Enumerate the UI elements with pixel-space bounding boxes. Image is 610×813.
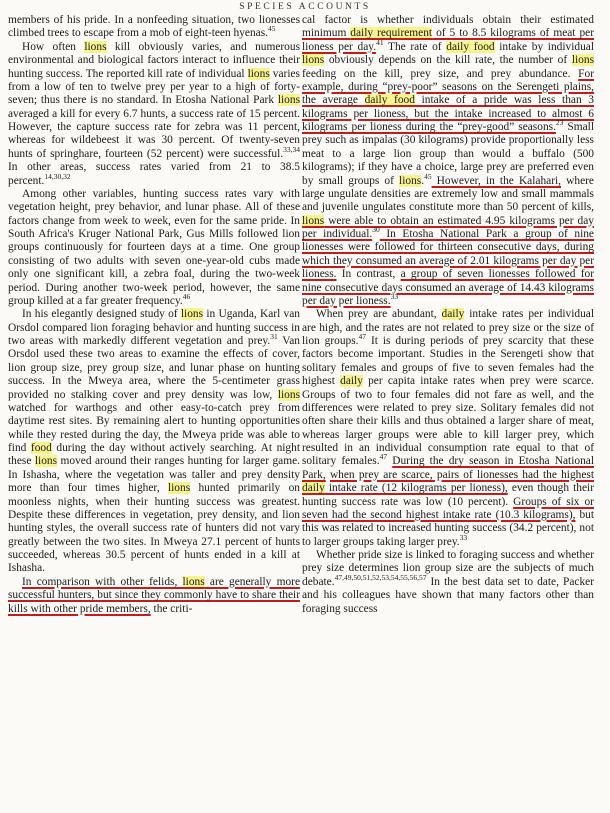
footnote-reference: 46 — [182, 292, 191, 302]
running-header: SPECIES ACCOUNTS — [239, 2, 371, 12]
footnote-reference: 23 — [555, 118, 564, 128]
highlighted-term: daily — [441, 308, 465, 321]
underlined-passage: when prey are scarce, pairs of lionesses had the highest — [329, 468, 594, 481]
footnote-reference: 47,49,50,51,52,53,54,55,56,57 — [334, 572, 427, 582]
text-segment: Van Orsdol used these two areas to examine the effects of cover, lion group size, prey group size, and lunar phase on hunting success. In the Mweya area, where the 5-centimeter grass provided no stalking cover and prey density was low, — [8, 335, 301, 401]
text-segment: In contrast, — [336, 268, 401, 281]
paragraph — [8, 14, 300, 41]
text-segment: where large ungulate densities are extremely low and small mammals and juvenile ungulates constitute more than 50 percent of kills, — [302, 174, 594, 214]
text-segment: How often — [22, 40, 85, 53]
text-segment: the criti- — [150, 602, 193, 615]
footnote-reference: 47 — [358, 332, 367, 342]
text-segment: moved around their ranges hunting for larger game. In Ishasha, where the vegetation was taller and prey density more than four times higher, — [8, 455, 301, 495]
underlined-passage: For example, during “prey-poor” seasons on the Serengeti plains, the average — [302, 67, 594, 107]
footnote-reference: 30 — [372, 225, 380, 235]
highlighted-term: lions — [399, 174, 422, 187]
footnote-reference: 45 — [268, 24, 276, 34]
highlighted-term: food — [30, 442, 52, 454]
highlighted-term: daily requirement — [350, 27, 433, 40]
text-segment: but this was related to increased hunting success (34.2 percent), not to larger groups taking larger prey. — [302, 508, 595, 548]
highlighted-term: daily food — [446, 40, 495, 53]
text-segment: per capita intake rates when prey were scarce. Groups of two to four females did not fare as well, and the differences were related to prey size. Solitary females did not often share their kills and thus obtained a larger share of meat, whereas larger groups were able to kill larger prey, which resulted in an individual consumption rate equal to that of solitary females. — [302, 375, 594, 468]
left-column — [8, 14, 300, 616]
text-segment: members of his pride. In a nonfeeding situation, two lionesses climbed trees to escape from a mob of eight-teen hyenas. — [8, 14, 300, 40]
underlined-passage: of 5 to 8.5 kilograms of meat per lioness per day. — [302, 27, 594, 53]
footnote-reference: 33 — [459, 532, 468, 542]
footnote-reference: 33,34 — [283, 144, 300, 154]
underlined-passage: intake rate (12 kilograms per lioness), — [324, 482, 508, 495]
highlighted-term: daily — [302, 482, 325, 495]
text-segment: Among other variables, hunting success rates vary with vegetation height, prey behavior, and lunar phase. All of these factors change from week to week, even for the same pride. In South Africa's Kruger National Park, Gus Mills followed lion groups continuously for fourteen days at a time. One group consisting of two adults with seven one-year-old cubs made only one significant kill, a zebra foal, during the two-week period. During another two-week period, however, the same group killed at a far greater frequency. — [8, 187, 300, 307]
highlighted-term: lions — [182, 575, 205, 588]
footnote-reference: 41 — [376, 37, 384, 47]
highlighted-term: lions — [167, 482, 191, 495]
text-segment: Small prey such as impalas (30 kilograms) provide proportionally less meat to a large lion group than would a buffalo (500 kilograms); if they have a choice, large prey are preferred even by small groups of — [302, 121, 594, 187]
highlighted-term: lions — [302, 214, 325, 227]
highlighted-term: lions — [180, 308, 204, 321]
footnote-reference: 47 — [379, 452, 388, 462]
text-segment: hunted primarily on moonless nights, when their hunting success was greatest. Despite these differences in vegetation, prey density, and lion hunting styles, the overall success rate of hunters did not vary greatly between the two sites. In Mweya 27.1 percent of hunts succeeded, whereas 30.5 percent of hunts ended in a kill at Ishasha. — [8, 482, 300, 575]
underlined-passage: were able to obtain an estimated 4.95 kilograms per day per individual. — [302, 214, 594, 240]
text-segment: in Uganda, Karl van Orsdol compared lion foraging behavior and hunting success in two areas with markedly different vegetation and prey. — [8, 308, 300, 347]
text-segment: varies from a low of ten to twelve prey per year to a high of forty-seven; thus there is no standard. In Etosha National Park — [8, 67, 300, 107]
text-segment: In the best data set to date, Packer and his colleagues have shown that many factors other than foraging success — [302, 575, 594, 615]
footnote-reference: 45 — [424, 171, 432, 181]
footnote-reference: 33 — [390, 292, 399, 302]
text-segment: . — [421, 174, 425, 187]
footnote-reference: 31 — [270, 332, 278, 342]
highlighted-term: lions — [277, 388, 300, 401]
underlined-passage: In Etosha National Park a group of nine lionesses were followed for thirteen consecutive days, during which they consumed an average of 2.01 kilograms per day per lioness. — [302, 228, 594, 281]
text-segment: It is during periods of prey scarcity that these factors become important. Studies in the Serengeti show that solitary females and groups of five to seven females had the highest — [302, 335, 594, 388]
paragraph — [8, 576, 300, 616]
text-segment: kill obviously varies, and numerous environmental and biological factors interact to influence their hunting success. The reported kill rate of individual — [8, 40, 300, 80]
highlighted-term: lions — [34, 455, 58, 468]
highlighted-term: lions — [571, 54, 594, 67]
paragraph — [302, 308, 594, 549]
underlined-passage: a group of seven lionesses followed for nine consecutive days consumed an average of 14.43 kilograms per day per lioness. — [302, 268, 594, 307]
underlined-passage: are generally more successful hunters, but since they commonly have to share their kills with other pride members, — [8, 575, 300, 615]
highlighted-term: lions — [247, 67, 270, 80]
text-segment: Whether pride size is linked to foraging success and whether prey size determines lion group size are the subjects of much debate. — [302, 549, 594, 588]
highlighted-term: lions — [84, 40, 107, 53]
text-segment: averaged a kill for every 6.7 hunts, a success rate of 15 percent. However, the capture success rate for zebra was 11 percent, whereas for wildebeest it was 30 percent. Of twenty-seven hunts of springhare, fourteen (52 percent) were successful. — [8, 107, 300, 160]
highlighted-term: lions — [277, 94, 300, 107]
text-segment: even though their hunting success rate was low (10 percent). — [302, 482, 594, 508]
paragraph — [302, 14, 594, 308]
paragraph — [302, 549, 594, 616]
text-segment: during the day without actively searching. At night these — [8, 442, 300, 468]
underlined-passage: minimum — [302, 27, 351, 40]
text-segment: watched for warthogs and other easy-to-catch prey from daytime rest sites. By remaining alert to hunting opportunities while they rested during the day, the Mweya pride was able to find — [8, 401, 300, 454]
text-segment: The rate of — [383, 40, 447, 53]
underlined-passage: During the dry season in Etosha National Park, — [302, 455, 594, 481]
text-segment: feeding on the kill, prey size, and prey abundance. — [302, 67, 579, 80]
text-segment: When prey are abundant, — [316, 308, 442, 321]
footnote-reference: 14,30,32 — [44, 171, 71, 181]
underlined-passage: Groups of six or seven had the second highest intake rate (10.3 kilograms), — [302, 495, 594, 521]
text-segment: intake by individual — [494, 40, 594, 53]
text-segment: In other areas, success rates varied from 21 to 38.5 percent. — [8, 161, 300, 187]
underlined-passage: intake of a pride was less than 3 kilograms per lioness, but the intake increased to almost 6 kilograms per lioness during the “prey-good” seasons. — [302, 94, 594, 133]
paragraph — [8, 188, 300, 308]
paragraph — [8, 308, 300, 576]
text-segment: cal factor is whether individuals obtain their estimated — [302, 14, 594, 26]
text-segment: obviously depends on the kill rate, the number of — [324, 54, 572, 67]
underlined-passage: However, in the Kalahari, — [431, 174, 562, 187]
right-column — [302, 14, 594, 616]
highlighted-term: daily — [340, 375, 363, 388]
highlighted-term: daily food — [364, 94, 415, 107]
text-segment: In his elegantly designed study of — [22, 308, 181, 321]
underlined-passage: In comparison with other felids, — [22, 575, 183, 588]
highlighted-term: lions — [302, 54, 325, 67]
text-segment: intake rates per individual are high, and the rates are not related to prey size or the size of lion groups. — [302, 308, 594, 347]
paragraph — [8, 41, 300, 188]
